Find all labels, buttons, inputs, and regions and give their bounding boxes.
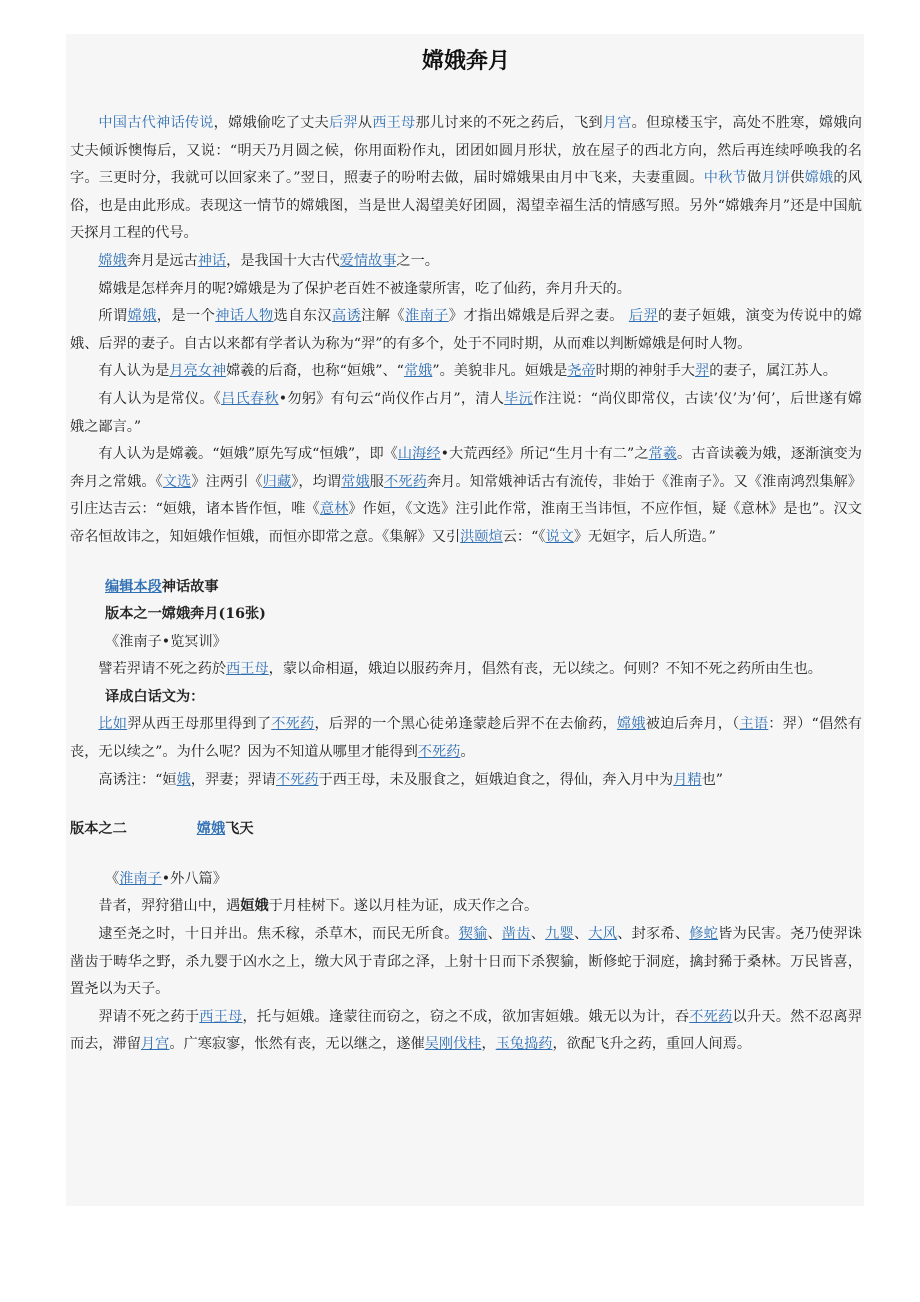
link-xiwangmu[interactable]: 西王母 bbox=[372, 115, 416, 131]
text: ， bbox=[481, 1036, 496, 1053]
link-zaochi[interactable]: 凿齿 bbox=[501, 926, 531, 943]
link-yi[interactable]: 羿 bbox=[695, 363, 710, 380]
paragraph-theory-moon-goddess bbox=[70, 358, 862, 386]
link-change[interactable]: 嫦娥 bbox=[127, 308, 157, 325]
bold-heng-e: 姮娥 bbox=[240, 898, 269, 915]
text: 从 bbox=[357, 115, 373, 131]
text: 奔月。知常娥神话古有流传，非始于《淮南子》。又《淮南鸿烈集解》引庄达吉云：“姮娥，诸本皆作恒，唯《 bbox=[70, 473, 862, 518]
link-elixir[interactable]: 不死药 bbox=[417, 744, 461, 761]
link-guizang[interactable]: 归藏 bbox=[262, 473, 292, 490]
link-change[interactable]: 嫦娥 bbox=[804, 170, 834, 187]
text: 的妻子姮娥，演变为传说中的嫦娥、后羿的妻子。自古以来都有学者认为称为“羿”的有多个，处于不同时期，从而难以判断嫦娥是何时人物。 bbox=[70, 308, 862, 352]
link-elixir[interactable]: 不死药 bbox=[275, 771, 319, 788]
link-love-story[interactable]: 爱情故事 bbox=[339, 252, 397, 269]
text: ，是我国十大古代 bbox=[226, 252, 340, 269]
text: 羿从西王母那里得到了 bbox=[127, 716, 272, 733]
text: •大荒西经》所记“生月十有二”之 bbox=[440, 446, 649, 463]
text: 供 bbox=[790, 170, 805, 187]
version-one-source: 《淮南子•览冥训》 bbox=[105, 633, 227, 650]
link-lushi-chunqiu[interactable]: 吕氏春秋 bbox=[221, 390, 279, 407]
link-chang-e[interactable]: 常娥 bbox=[403, 363, 433, 380]
link-change[interactable]: 嫦娥 bbox=[196, 821, 226, 838]
link-dafeng[interactable]: 大风 bbox=[588, 926, 618, 943]
text: ，嫦娥偷吃了丈夫 bbox=[213, 115, 329, 131]
text: 也” bbox=[701, 771, 724, 788]
text: 羿请不死之药于 bbox=[98, 1008, 200, 1025]
version-two-paragraph-2 bbox=[70, 921, 862, 1004]
link-mooncake[interactable]: 月饼 bbox=[761, 170, 791, 187]
version-two-paragraph-1 bbox=[70, 893, 862, 921]
link-elixir[interactable]: 不死药 bbox=[271, 716, 315, 733]
paragraph-definition bbox=[70, 303, 862, 358]
link-myth-legend[interactable]: 中国古代神话传说 bbox=[98, 115, 214, 131]
link-xiushe[interactable]: 修蛇 bbox=[689, 926, 719, 943]
link-elixir[interactable]: 不死药 bbox=[384, 473, 427, 490]
link-change[interactable]: 嫦娥 bbox=[616, 716, 646, 733]
version-two-heading bbox=[70, 816, 862, 844]
text: ，后羿的一个黑心徒弟逢蒙趁后羿不在去偷药， bbox=[314, 716, 617, 733]
link-jade-rabbit[interactable]: 玉兔捣药 bbox=[495, 1036, 553, 1053]
link-xiwangmu[interactable]: 西王母 bbox=[226, 661, 269, 678]
text: 选自东汉 bbox=[273, 308, 332, 325]
text: 有人认为是 bbox=[98, 363, 170, 380]
text: 、 bbox=[530, 926, 546, 943]
link-elixir[interactable]: 不死药 bbox=[689, 1008, 733, 1025]
spacer bbox=[70, 844, 862, 866]
link-shanhaijing[interactable]: 山海经 bbox=[397, 446, 441, 463]
link-changxi[interactable]: 常羲 bbox=[648, 446, 678, 463]
text: 、封豕希、 bbox=[617, 926, 690, 943]
link-houyi[interactable]: 后羿 bbox=[328, 115, 358, 131]
text: 》，均谓 bbox=[291, 473, 342, 490]
link-hong-yixuan[interactable]: 洪颐煊 bbox=[460, 528, 503, 545]
link-moon-palace[interactable]: 月宫 bbox=[140, 1036, 170, 1053]
text: 有人认为是常仪。《 bbox=[98, 390, 222, 407]
text: 作注说：“尚仪即常仪，古读’仪’为’何’，后世遂有嫦娥之鄙言。” bbox=[70, 390, 862, 435]
text: 所谓 bbox=[98, 308, 128, 325]
paragraph-theory-changxi bbox=[70, 441, 862, 551]
text: 。 bbox=[460, 744, 475, 761]
text: 皆为民害。尧乃使羿诛凿齿于畴华之野，杀九婴于凶水之上，缴大风于青邱之泽，上射十日而下杀猰貐，断修蛇于洞庭，擒封豨于桑林。万民皆喜，置尧以为天子。 bbox=[70, 926, 862, 998]
link-huainanzi[interactable]: 淮南子 bbox=[119, 870, 162, 887]
text: ”。美貌非凡。姮娥是 bbox=[432, 363, 568, 380]
text: 《 bbox=[105, 870, 120, 887]
edit-section-link[interactable]: 编辑本段 bbox=[105, 578, 162, 595]
section-title: 神话故事 bbox=[161, 578, 219, 595]
link-moon-palace[interactable]: 月宫 bbox=[602, 115, 632, 131]
spacer bbox=[70, 794, 862, 816]
text: ，羿妻；羿请 bbox=[190, 771, 276, 788]
text: 》无姮字，后人所造。” bbox=[573, 528, 716, 545]
text: 。古音读羲为娥，逐渐演变为奔月之常娥。《 bbox=[70, 446, 862, 490]
version-two-label: 版本之二 bbox=[70, 821, 127, 838]
link-mid-autumn[interactable]: 中秋节 bbox=[703, 170, 747, 187]
link-gaoyou[interactable]: 高诱 bbox=[331, 308, 362, 325]
paragraph-intro bbox=[70, 110, 862, 248]
link-wugang[interactable]: 吴刚伐桂 bbox=[424, 1036, 482, 1053]
text: •外八篇》 bbox=[161, 870, 227, 887]
text: 嫦羲的后裔，也称“姮娥”、“ bbox=[226, 363, 404, 380]
version-one-text bbox=[70, 656, 862, 684]
text: 、 bbox=[487, 926, 502, 943]
page-title: 嫦娥奔月 bbox=[421, 49, 510, 74]
text: 譬若羿请不死之药於 bbox=[98, 661, 227, 678]
text: 有人认为是嫦羲。“姮娥”原先写成“恒娥”，即《 bbox=[98, 446, 398, 463]
link-chang-e[interactable]: 常娥 bbox=[341, 473, 370, 490]
paragraph-theory-changyi bbox=[70, 386, 862, 441]
text: ，是一个 bbox=[156, 308, 216, 325]
link-myth-figure[interactable]: 神话人物 bbox=[215, 308, 274, 325]
text: 做 bbox=[746, 170, 762, 187]
link-biru[interactable]: 比如 bbox=[98, 716, 128, 733]
text: 逮至尧之时，十日并出。焦禾稼，杀草木，而民无所食。 bbox=[98, 926, 459, 943]
gaoyou-note bbox=[70, 767, 862, 795]
link-shuowen[interactable]: 说文 bbox=[545, 528, 574, 545]
version-one-heading: 版本之一嫦娥奔月(16张) bbox=[105, 606, 266, 623]
link-emperor-yao[interactable]: 尧帝 bbox=[567, 363, 596, 380]
text: 》作姮，《文选》注引此作常，淮南王当讳恒，不应作恒，疑《意林》是也”。汉文帝名恒故讳之，知姮娥作恒娥，而恒亦即常之意。《集解》又引 bbox=[70, 501, 862, 545]
link-yayu[interactable]: 猰貐 bbox=[458, 926, 488, 943]
version-two-source bbox=[105, 866, 862, 894]
link-moon-goddess[interactable]: 月亮女神 bbox=[169, 363, 227, 380]
text: 注解《 bbox=[361, 308, 405, 325]
translation-text bbox=[70, 711, 862, 766]
link-change[interactable]: 嫦娥 bbox=[98, 252, 127, 269]
link-moon-spirit[interactable]: 月精 bbox=[673, 771, 702, 788]
text: ，托与姮娥。逢蒙往而窃之，窃之不成，欲加害姮娥。娥无以为计，吞 bbox=[242, 1008, 690, 1025]
text: 。但琼楼玉宇，高处不胜寒，嫦娥向丈夫倾诉懊悔后，又说：“明天乃月圆之候，你用面粉作丸，团团如圆月形状，放在屋子的西北方向，然后再连续呼唤我的名字。三更时分，我就可以回家来了。”翌日，照妻子的吩咐去做，届时嫦娥果由月中飞来，夫妻重圆。 bbox=[70, 115, 862, 187]
link-xiwangmu[interactable]: 西王母 bbox=[199, 1008, 243, 1025]
text: 服 bbox=[369, 473, 385, 490]
text: 昔者，羿狩猎山中，遇 bbox=[98, 898, 241, 915]
link-myth[interactable]: 神话 bbox=[197, 252, 227, 269]
text: 被迫后奔月，（ bbox=[645, 716, 740, 733]
text: 》注两引《 bbox=[191, 473, 263, 490]
translation-label: 译成白话文为： bbox=[105, 688, 205, 705]
text: 于西王母，未及服食之，姮娥迫食之，得仙，奔入月中为 bbox=[318, 771, 674, 788]
text: 高诱注：“姮 bbox=[98, 771, 177, 788]
link-bi-yuan[interactable]: 毕沅 bbox=[504, 390, 533, 407]
link-houyi[interactable]: 后羿 bbox=[628, 308, 659, 325]
link-yilin[interactable]: 意林 bbox=[319, 501, 349, 518]
article bbox=[70, 36, 862, 1059]
version-two-title: 飞天 bbox=[225, 821, 254, 838]
text: 以升天。然不忍离羿而去，滞留 bbox=[70, 1008, 862, 1053]
link-wenxuan[interactable]: 文选 bbox=[162, 473, 192, 490]
paragraph-love-story bbox=[70, 248, 862, 276]
text: 。广寒寂寥，怅然有丧，无以继之，遂催 bbox=[169, 1036, 425, 1053]
text: •勿躬》有句云“尚仪作占月”，清人 bbox=[278, 390, 505, 407]
link-jiuying[interactable]: 九婴 bbox=[545, 926, 574, 943]
text: 云：“《 bbox=[502, 528, 546, 545]
version-two-paragraph-3 bbox=[70, 1004, 862, 1059]
section-heading bbox=[105, 574, 862, 602]
text: 的妻子，属江苏人。 bbox=[709, 363, 837, 380]
paragraph-question: 嫦娥是怎样奔月的呢?嫦娥是为了保护老百姓不被逢蒙所害，吃了仙药，奔月升天的。 bbox=[98, 280, 631, 297]
text: 》才指出嫦娥是后羿之妻。 bbox=[448, 308, 629, 325]
text: 时期的神射手大 bbox=[595, 363, 695, 380]
text: 奔月是远古 bbox=[126, 252, 198, 269]
text: ，欲配飞升之药，重回人间焉。 bbox=[552, 1036, 752, 1053]
link-e[interactable]: 娥 bbox=[176, 771, 191, 788]
text: 、 bbox=[573, 926, 589, 943]
text: 之一。 bbox=[396, 252, 439, 269]
spacer bbox=[70, 552, 862, 574]
text: 于月桂树下。遂以月桂为证，成天作之合。 bbox=[268, 898, 539, 915]
text: 那儿讨来的不死之药后，飞到 bbox=[415, 115, 603, 131]
text: 的风俗，也是由此形成。表现这一情节的嫦娥图，当是世人渴望美好团圆，渴望幸福生活的情感写照。另外“嫦娥奔月”还是中国航天探月工程的代号。 bbox=[70, 170, 862, 242]
link-huainanzi[interactable]: 淮南子 bbox=[404, 308, 449, 325]
link-subject[interactable]: 主语 bbox=[739, 716, 769, 733]
text: ：羿）“倡然有丧，无以续之”。为什么呢？因为不知道从哪里才能得到 bbox=[70, 716, 862, 761]
text: ，蒙以命相逼，娥迫以服药奔月，倡然有丧，无以续之。何则？不知不死之药所由生也。 bbox=[268, 661, 822, 678]
